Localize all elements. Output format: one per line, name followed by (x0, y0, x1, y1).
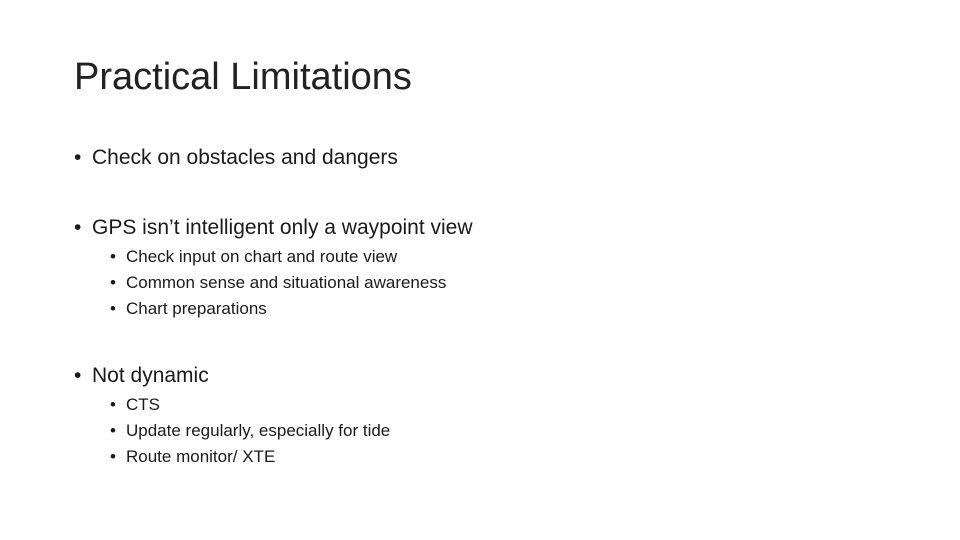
bullet-text: Check on obstacles and dangers (92, 146, 398, 169)
bullet-item (74, 146, 398, 170)
bullet-glyph: • (110, 395, 116, 414)
bullet-glyph: • (74, 216, 82, 239)
bullet-glyph: • (110, 299, 116, 318)
sub-bullet-text: Update regularly, especially for tide (126, 421, 391, 440)
bullet-glyph: • (110, 421, 116, 440)
sub-bullet-text: Route monitor/ XTE (126, 447, 276, 466)
bullet-glyph: • (74, 146, 82, 169)
sub-bullet-item (110, 299, 267, 319)
sub-bullet-item (110, 273, 446, 293)
sub-bullet-item (110, 395, 160, 415)
sub-bullet-item (110, 421, 390, 441)
bullet-glyph: • (110, 273, 116, 292)
sub-bullet-text: Check input on chart and route view (126, 247, 398, 266)
bullet-glyph: • (110, 447, 116, 466)
sub-bullet-text: Common sense and situational awareness (126, 273, 447, 292)
bullet-glyph: • (74, 364, 82, 387)
bullet-text: Not dynamic (92, 364, 209, 387)
sub-bullet-text: Chart preparations (126, 299, 267, 318)
bullet-text: GPS isn’t intelligent only a waypoint view (92, 216, 473, 239)
sub-bullet-text: CTS (126, 395, 160, 414)
bullet-item (74, 364, 209, 388)
slide-title: Practical Limitations (74, 56, 412, 98)
sub-bullet-item (110, 447, 275, 467)
sub-bullet-item (110, 247, 397, 267)
bullet-glyph: • (110, 247, 116, 266)
bullet-item (74, 216, 473, 240)
